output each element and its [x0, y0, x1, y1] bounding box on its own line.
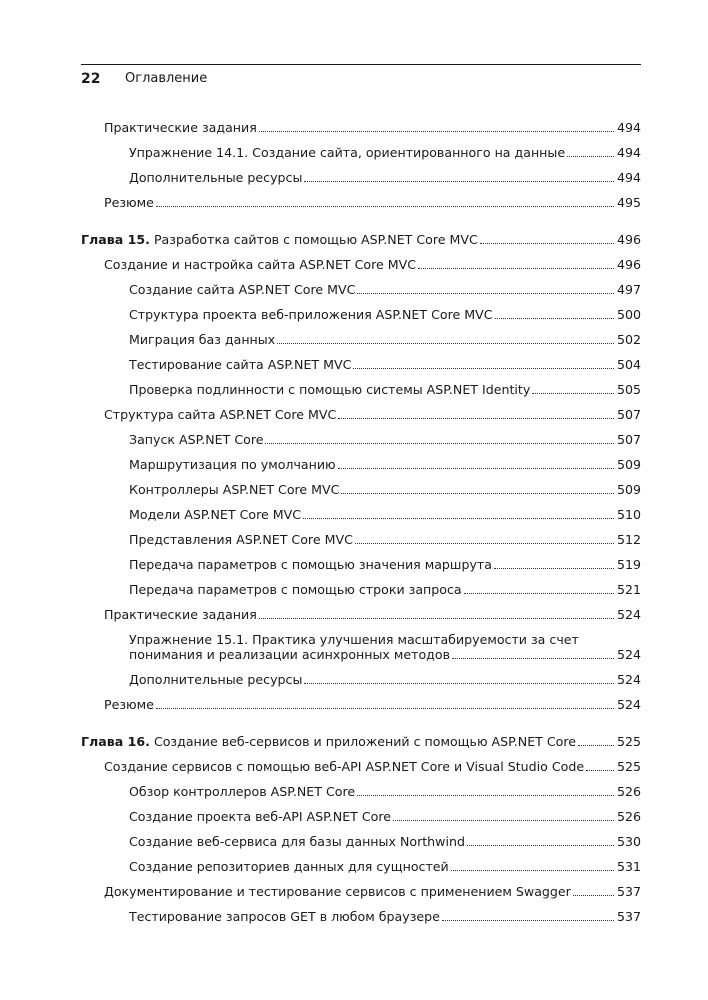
toc-entry	[81, 784, 641, 799]
table-of-contents	[81, 116, 641, 924]
page-ref: 526	[616, 784, 641, 799]
toc-entry	[81, 432, 641, 447]
toc-entry	[81, 332, 641, 347]
toc-entry	[81, 282, 641, 297]
entry-title: Создание веб-сервиса для базы данных Northwind	[129, 834, 465, 849]
page-ref: 494	[616, 120, 641, 135]
dot-leader	[393, 820, 614, 821]
toc-entry	[81, 145, 641, 160]
page-ref: 524	[616, 697, 641, 712]
dot-leader	[495, 318, 614, 319]
toc-entry	[81, 195, 641, 210]
entry-title: Создание сервисов с помощью веб-API ASP.NET Core и Visual Studio Code	[104, 759, 585, 774]
toc-entry	[81, 759, 641, 774]
entry-title: Представления ASP.NET Core MVC	[129, 532, 353, 547]
entry-title: Резюме	[104, 195, 154, 210]
entry-title: Передача параметров с помощью строки запроса	[129, 582, 462, 597]
dot-leader	[304, 683, 614, 684]
dot-leader	[357, 795, 614, 796]
chapter-title: Разработка сайтов с помощью ASP.NET Core MVC	[153, 232, 478, 247]
toc-entry	[81, 307, 641, 322]
entry-title: Запуск ASP.NET Core	[129, 432, 264, 447]
dot-leader	[357, 293, 614, 294]
toc-entry	[81, 582, 641, 597]
dot-leader	[259, 618, 614, 619]
toc-entry	[81, 884, 641, 899]
toc-entry	[81, 532, 641, 547]
page-ref: 494	[616, 170, 641, 185]
dot-leader	[494, 568, 614, 569]
entry-title: Дополнительные ресурсы	[129, 170, 303, 185]
dot-leader	[532, 393, 614, 394]
toc-entry	[81, 557, 641, 572]
page-header	[81, 64, 641, 89]
dot-leader	[573, 895, 614, 896]
toc-entry	[81, 357, 641, 372]
toc-entry	[81, 632, 641, 662]
dot-leader	[338, 468, 614, 469]
dot-leader	[303, 518, 614, 519]
chapter-heading	[81, 232, 641, 247]
dot-leader	[259, 131, 614, 132]
page-number: 22	[81, 71, 101, 87]
dot-leader	[467, 845, 614, 846]
entry-title: понимания и реализации асинхронных методов	[129, 647, 451, 662]
page-ref: 521	[616, 582, 641, 597]
toc-entry	[81, 834, 641, 849]
dot-leader	[338, 418, 614, 419]
entry-title: Тестирование запросов GET в любом браузере	[129, 909, 440, 924]
toc-entry	[81, 482, 641, 497]
page-ref: 524	[616, 607, 641, 622]
page-ref: 507	[616, 432, 641, 447]
entry-title: Резюме	[104, 697, 154, 712]
dot-leader	[586, 770, 614, 771]
dot-leader	[355, 543, 614, 544]
page-ref: 537	[616, 909, 641, 924]
entry-title: Практические задания	[104, 120, 257, 135]
page-ref: 509	[616, 482, 641, 497]
dot-leader	[265, 443, 613, 444]
chapter-label: Глава 16.	[81, 734, 150, 749]
entry-title: Контроллеры ASP.NET Core MVC	[129, 482, 340, 497]
dot-leader	[341, 493, 614, 494]
entry-title	[81, 232, 478, 247]
entry-title: Создание проекта веб-API ASP.NET Core	[129, 809, 392, 824]
dot-leader	[156, 206, 614, 207]
toc-entry	[81, 697, 641, 712]
entry-title: Упражнение 15.1. Практика улучшения масштабируемости за счет	[129, 632, 579, 647]
dot-leader	[451, 870, 614, 871]
page-ref: 502	[616, 332, 641, 347]
dot-leader	[418, 268, 614, 269]
entry-title: Документирование и тестирование сервисов с применением Swagger	[104, 884, 571, 899]
toc-entry	[81, 607, 641, 622]
entry-title: Миграция баз данных	[129, 332, 276, 347]
page-ref: 507	[616, 407, 641, 422]
entry-title: Упражнение 14.1. Создание сайта, ориентированного на данные	[129, 145, 566, 160]
entry-title: Модели ASP.NET Core MVC	[129, 507, 302, 522]
toc-entry	[81, 909, 641, 924]
page-ref: 524	[616, 647, 641, 662]
running-title: Оглавление	[125, 71, 208, 86]
page-ref: 497	[616, 282, 641, 297]
page-ref: 495	[616, 195, 641, 210]
page-ref: 530	[616, 834, 641, 849]
dot-leader	[452, 658, 614, 659]
entry-title: Дополнительные ресурсы	[129, 672, 303, 687]
page-ref: 531	[616, 859, 641, 874]
dot-leader	[578, 745, 614, 746]
page-ref: 496	[616, 232, 641, 247]
entry-title: Структура сайта ASP.NET Core MVC	[104, 407, 337, 422]
page-ref: 500	[616, 307, 641, 322]
page-ref: 510	[616, 507, 641, 522]
entry-title: Проверка подлинности с помощью системы ASP.NET Identity	[129, 382, 531, 397]
page-ref: 526	[616, 809, 641, 824]
toc-entry	[81, 672, 641, 687]
toc-entry	[81, 809, 641, 824]
chapter-label: Глава 15.	[81, 232, 150, 247]
toc-entry	[81, 170, 641, 185]
toc-entry	[81, 859, 641, 874]
dot-leader	[277, 343, 614, 344]
page-ref: 524	[616, 672, 641, 687]
chapter-title: Создание веб-сервисов и приложений с помощью ASP.NET Core	[153, 734, 577, 749]
dot-leader	[480, 243, 614, 244]
entry-title: Передача параметров с помощью значения маршрута	[129, 557, 492, 572]
entry-title	[81, 734, 576, 749]
page-ref: 505	[616, 382, 641, 397]
page-ref: 504	[616, 357, 641, 372]
toc-entry	[81, 457, 641, 472]
page-ref: 519	[616, 557, 641, 572]
page-ref: 509	[616, 457, 641, 472]
entry-title: Обзор контроллеров ASP.NET Core	[129, 784, 356, 799]
dot-leader	[464, 593, 614, 594]
entry-title: Структура проекта веб-приложения ASP.NET Core MVC	[129, 307, 493, 322]
page-ref: 525	[616, 734, 641, 749]
dot-leader	[156, 708, 614, 709]
entry-title: Создание и настройка сайта ASP.NET Core MVC	[104, 257, 417, 272]
dot-leader	[442, 920, 614, 921]
toc-entry	[81, 507, 641, 522]
toc-entry	[81, 407, 641, 422]
page-ref: 525	[616, 759, 641, 774]
dot-leader	[304, 181, 614, 182]
page-ref: 537	[616, 884, 641, 899]
entry-title: Создание сайта ASP.NET Core MVC	[129, 282, 356, 297]
entry-title: Создание репозиториев данных для сущностей	[129, 859, 449, 874]
entry-title: Практические задания	[104, 607, 257, 622]
entry-title: Маршрутизация по умолчанию	[129, 457, 336, 472]
toc-entry	[81, 120, 641, 135]
entry-title: Тестирование сайта ASP.NET MVC	[129, 357, 352, 372]
toc-entry	[81, 382, 641, 397]
page-ref: 496	[616, 257, 641, 272]
page-ref: 512	[616, 532, 641, 547]
page-ref: 494	[616, 145, 641, 160]
chapter-heading	[81, 734, 641, 749]
toc-entry	[81, 257, 641, 272]
dot-leader	[567, 156, 614, 157]
dot-leader	[353, 368, 614, 369]
